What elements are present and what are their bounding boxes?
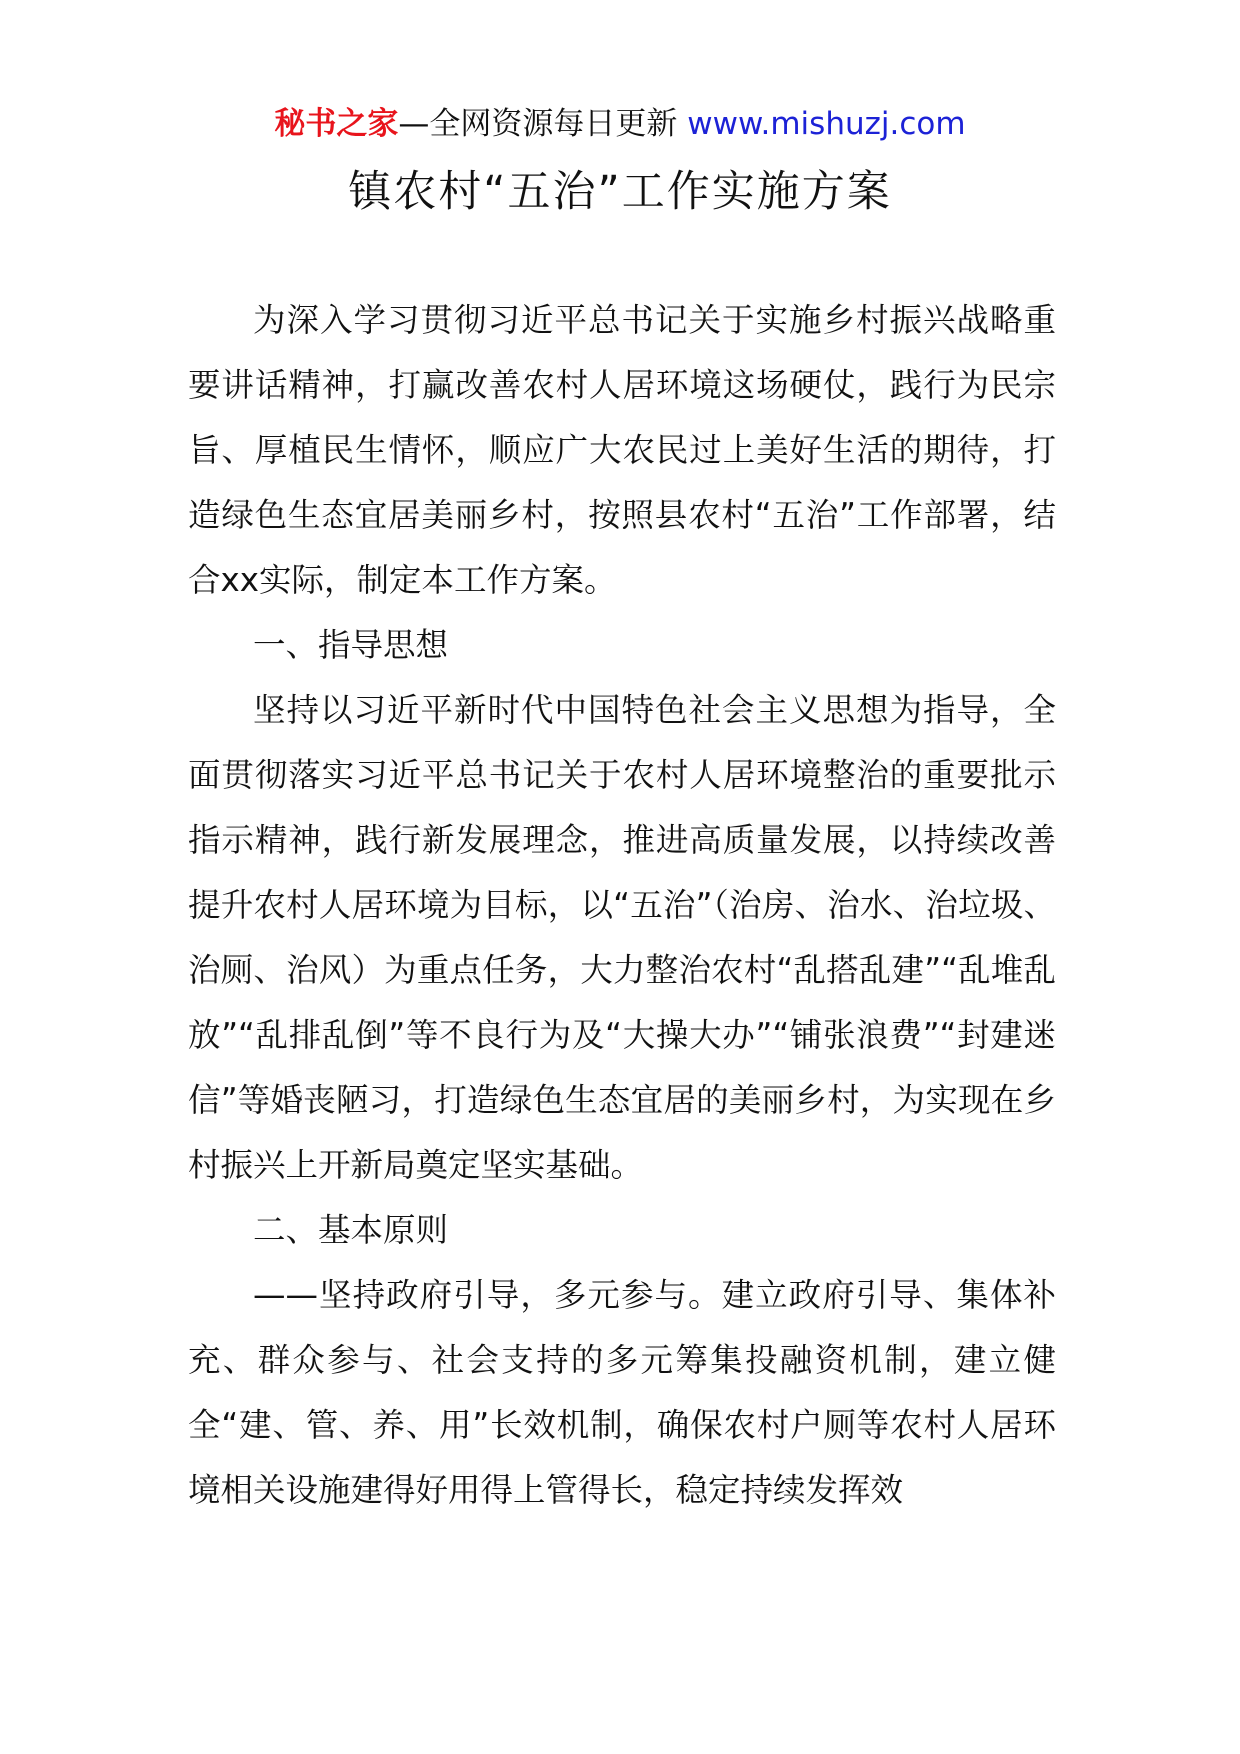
document-body — [188, 288, 1056, 1523]
banner-tagline: —全网资源每日更新 — [398, 106, 678, 142]
site-url-link[interactable]: www.mishuzj.com — [687, 106, 966, 142]
guiding-thought-paragraph: 坚持以习近平新时代中国特色社会主义思想为指导，全面贯彻落实习近平总书记关于农村人居环境整治的重要批示指示精神，践行新发展理念，推进高质量发展，以持续改善提升农村人居环境为目标，以“五治”（治房、治水、治垃圾、治厕、治风）为重点任务，大力整治农村“乱搭乱建”“乱堆乱放”“乱排乱倒”等不良行为及“大操大办”“铺张浪费”“封建迷信”等婚丧陋习，打造绿色生态宜居的美丽乡村，为实现在乡村振兴上开新局奠定坚实基础。 — [188, 691, 1056, 1184]
intro-paragraph: 为深入学习贯彻习近平总书记关于实施乡村振兴战略重要讲话精神，打赢改善农村人居环境这场硬仗，践行为民宗旨、厚植民生情怀，顺应广大农民过上美好生活的期待，打造绿色生态宜居美丽乡村，按照县农村“五治”工作部署，结合xx实际，制定本工作方案。 — [188, 301, 1056, 599]
section-heading-guiding-thought: 一、指导思想 — [253, 626, 449, 664]
section-heading-basic-principles: 二、基本原则 — [253, 1211, 449, 1249]
principle-paragraph: ——坚持政府引导，多元参与。建立政府引导、集体补充、群众参与、社会支持的多元筹集投融资机制，建立健全“建、管、养、用”长效机制，确保农村户厕等农村人居环境相关设施建得好用得上管得长，稳定持续发挥效 — [188, 1276, 1056, 1509]
site-name: 秘书之家 — [274, 106, 399, 142]
document-title: 镇农村“五治”工作实施方案 — [348, 167, 892, 217]
source-banner — [0, 102, 1240, 146]
